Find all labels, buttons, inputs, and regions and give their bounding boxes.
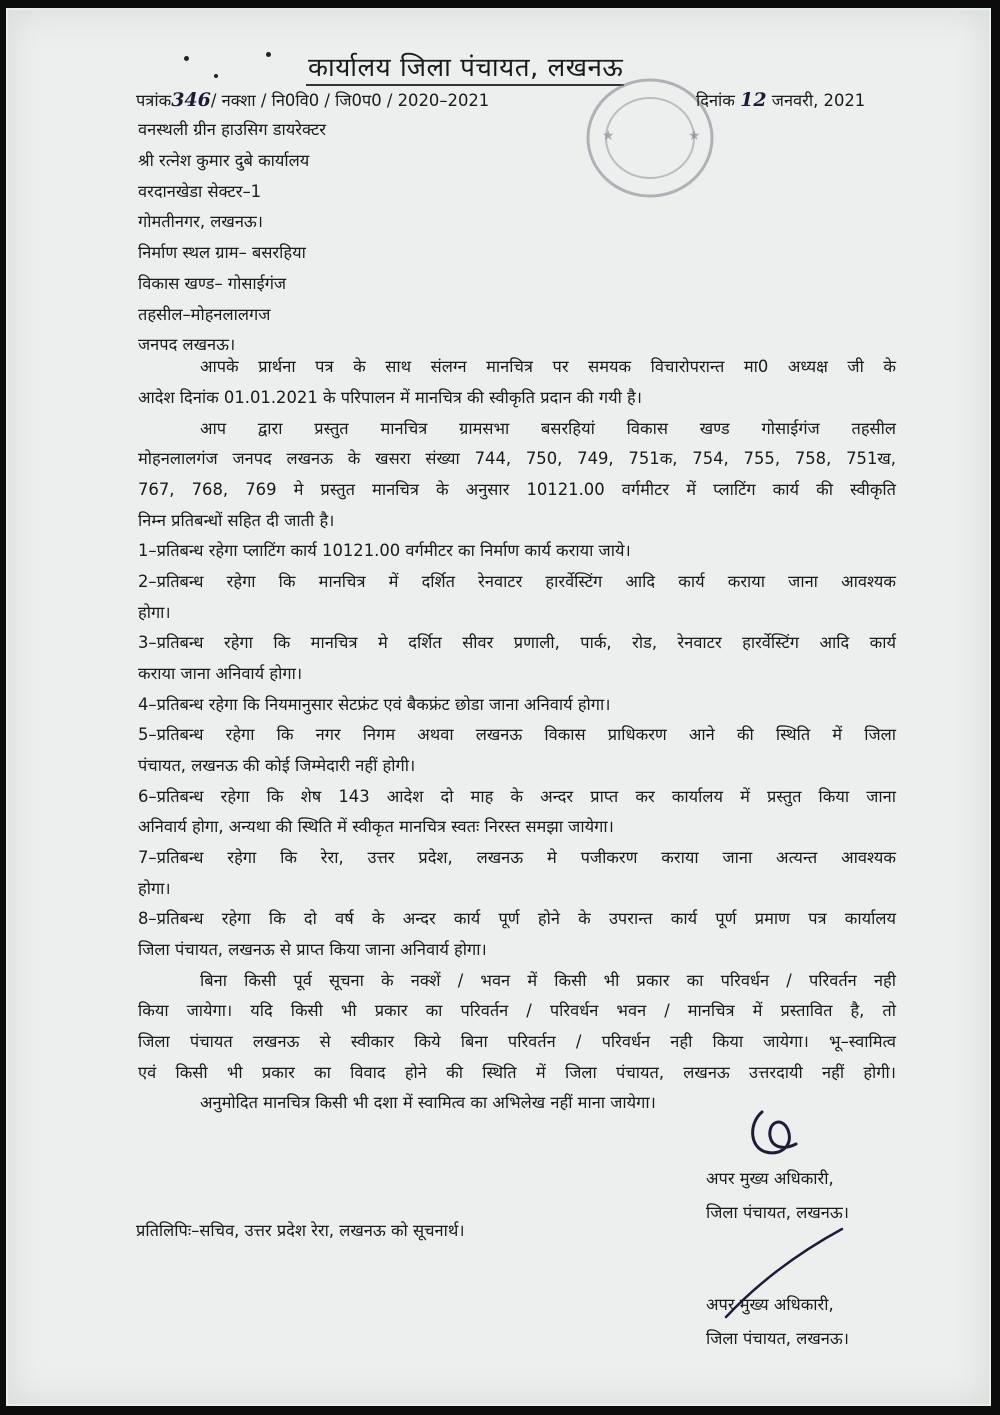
body-line: जिला पंचायत, लखनऊ से प्राप्त किया जाना अनिवार्य होगा। [138,940,487,959]
address-line: निर्माण स्थल ग्राम– बसरहिया [138,243,306,262]
body-line: कराया जाना अनिवार्य होगा। [138,664,303,683]
letter-date [696,88,865,111]
address-line: विकास खण्ड– गोसाईगंज [138,274,287,293]
letter-page [6,8,991,1406]
signatory-designation: अपर मुख्य अधिकारी, [706,1295,834,1314]
body-line: होगा। [138,879,171,898]
address-line: जनपद लखनऊ। [138,335,236,354]
condition-8: 8–प्रतिबन्ध रहेगा कि दो वर्ष के अन्दर कार्य पूर्ण होने के उपरान्त कार्य पूर्ण प्रमाण पत्र कार्यालय [138,909,896,928]
ink-dot [266,52,271,57]
office-heading: कार्यालय जिला पंचायत, लखनऊ [308,53,624,83]
condition-3: 3–प्रतिबन्ध रहेगा कि मानचित्र मे दर्शित सीवर प्रणाली, पार्क, रोड, रेनवाटर हारर्वेस्टिंग आदि कार्य [138,633,896,652]
reference-suffix: / नक्शा / नि0वि0 / जि0प0 / 2020–2021 [210,91,490,110]
date-handwritten-day: 12 [740,89,767,111]
condition-1: 1–प्रतिबन्ध रहेगा प्लाटिंग कार्य 10121.00 वर्गमीटर का निर्माण कार्य कराया जाये। [138,541,631,560]
body-line: निम्न प्रतिबन्धों सहित दी जाती है। [138,511,335,530]
heading-underline [306,84,624,86]
body-line: आपके प्रार्थना पत्र के साथ संलग्न मानचित्र पर समयक विचारोपरान्त मा0 अध्यक्ष जी के [200,357,896,376]
address-line: वनस्थली ग्रीन हाउसिग डायरेक्टर [138,120,326,139]
body-line: 767, 768, 769 मे प्रस्तुत मानचित्र के अनुसार 10121.00 वर्गमीटर में प्लाटिंग कार्य की स्वीकृति [138,480,896,499]
body-line: जिला पंचायत लखनऊ से स्वीकार किये बिना परिवर्तन / परिवर्धन नही किया जायेगा। भू–स्वामित्व [138,1032,896,1051]
body-line: होगा। [138,603,171,622]
condition-2: 2–प्रतिबन्ध रहेगा कि मानचित्र में दर्शित रेनवाटर हारर्वेस्टिंग आदि कार्य कराया जाना आवश्यक [138,572,896,591]
signatory-office: जिला पंचायत, लखनऊ। [706,1203,849,1222]
condition-4: 4–प्रतिबन्ध रहेगा कि नियमानुसार सेटफ्रंट एवं बैकफ्रंट छोडा जाना अनिवार्य होगा। [138,695,611,714]
body-line: मोहनलालगंज जनपद लखनऊ के खसरा संख्या 744, 750, 749, 751क, 754, 755, 758, 751ख, [138,449,896,468]
condition-5: 5–प्रतिबन्ध रहेगा कि नगर निगम अथवा लखनऊ विकास प्राधिकरण आने की स्थिति में जिला [138,725,896,744]
reference-number [136,88,489,111]
address-line: गोमतीनगर, लखनऊ। [138,212,264,231]
body-line: आप द्वारा प्रस्तुत मानचित्र ग्रामसभा बसरहियां विकास खण्ड गोसाईगंज तहसील [200,419,896,438]
address-line: तहसील–मोहनलालगज [138,305,271,324]
body-line: बिना किसी पूर्व सूचना के नक्शें / भवन में किसी भी प्रकार का परिवर्धन / परिवर्तन नही [200,971,896,990]
date-prefix: दिनांक [696,91,735,110]
reference-prefix: पत्रांक [136,91,172,110]
ink-dot [214,74,218,78]
body-line: अनुमोदित मानचित्र किसी भी दशा में स्वामित्व का अभिलेख नहीं माना जायेगा। [200,1093,656,1112]
address-line: वरदानखेडा सेक्टर–1 [138,182,262,201]
condition-7: 7–प्रतिबन्ध रहेगा कि रेरा, उत्तर प्रदेश, लखनऊ मे पजीकरण कराया जाना अत्यन्त आवश्यक [138,848,896,867]
signatory-office: जिला पंचायत, लखनऊ। [706,1329,849,1348]
svg-text:★: ★ [602,128,615,144]
reference-handwritten-number: 346 [171,89,211,111]
body-line: अनिवार्य होगा, अन्यथा की स्थिति में स्वीकृत मानचित्र स्वतः निरस्त समझा जायेगा। [138,817,614,836]
copy-to-line: प्रतिलिपिः–सचिव, उत्तर प्रदेश रेरा, लखनऊ को सूचनार्थ। [136,1221,465,1240]
body-line: किया जायेगा। यदि किसी भी प्रकार का परिवर्तन / परिवर्धन भवन / मानचित्र में प्रस्तावित है, तो [138,1001,896,1020]
condition-6: 6–प्रतिबन्ध रहेगा कि शेष 143 आदेश दो माह के अन्दर प्राप्त कर कार्यालय में प्रस्तुत किया जाना [138,787,896,806]
handwritten-signature [744,1104,804,1160]
ink-dot [184,56,189,61]
body-line: एवं किसी भी प्रकार का विवाद होने की स्थिति में जिला पंचायत, लखनऊ उत्तरदायी नहीं होगी। [138,1063,896,1082]
address-line: श्री रत्नेश कुमार दुबे कार्यालय [138,151,310,170]
date-suffix: जनवरी, 2021 [771,91,866,110]
svg-text:★: ★ [688,128,701,144]
body-line: पंचायत, लखनऊ की कोई जिम्मेदारी नहीं होगी। [138,756,416,775]
body-line: आदेश दिनांक 01.01.2021 के परिपालन में मानचित्र की स्वीकृति प्रदान की गयी है। [138,388,642,407]
signatory-designation: अपर मुख्य अधिकारी, [706,1169,834,1188]
